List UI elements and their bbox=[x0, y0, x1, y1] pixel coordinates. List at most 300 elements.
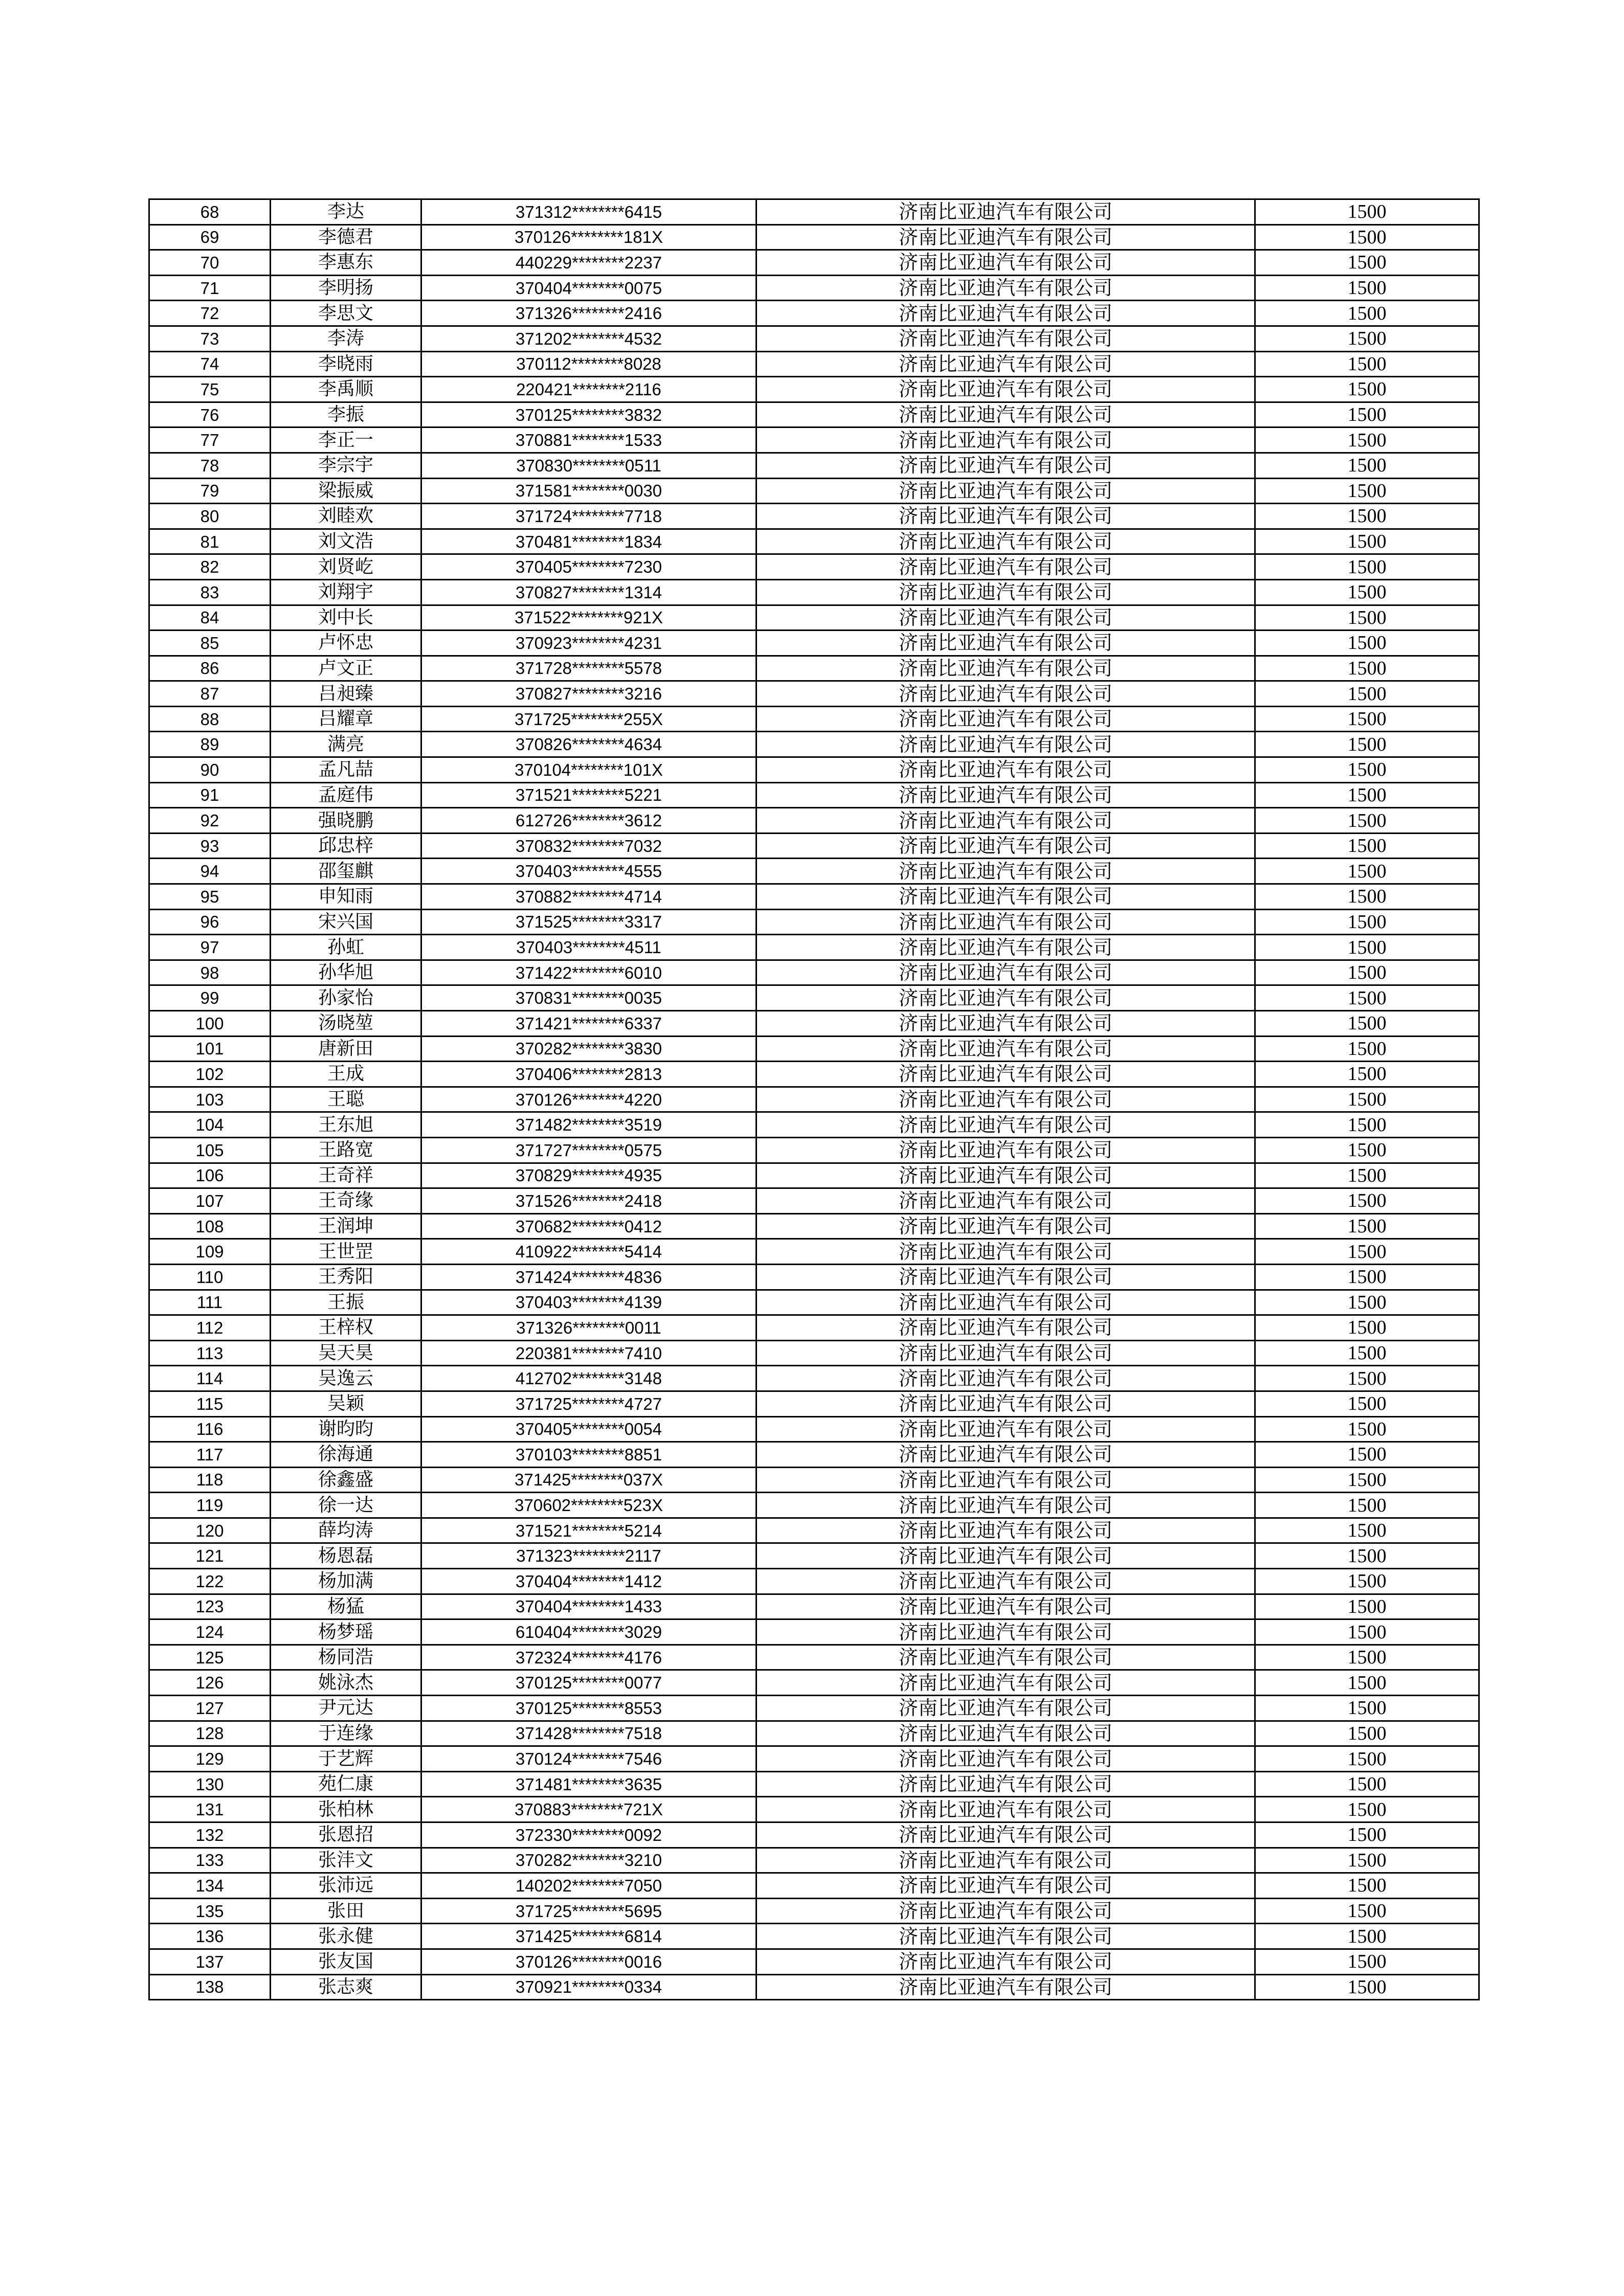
name-cell: 强晓鹏 bbox=[271, 808, 421, 834]
table-row bbox=[149, 504, 1479, 529]
table-row bbox=[149, 351, 1479, 377]
id-number-cell: 370829********4935 bbox=[421, 1163, 757, 1188]
row-number-cell: 123 bbox=[149, 1594, 271, 1619]
table-row bbox=[149, 1898, 1479, 1924]
amount-cell: 1500 bbox=[1255, 1493, 1479, 1518]
name-cell: 王奇祥 bbox=[271, 1163, 421, 1188]
amount-cell: 1500 bbox=[1255, 427, 1479, 453]
id-number-cell: 370832********7032 bbox=[421, 833, 757, 859]
table-row bbox=[149, 301, 1479, 326]
id-number-cell: 370282********3210 bbox=[421, 1848, 757, 1873]
table-row bbox=[149, 706, 1479, 732]
row-number-cell: 133 bbox=[149, 1848, 271, 1873]
company-cell: 济南比亚迪汽车有限公司 bbox=[757, 1848, 1255, 1873]
row-number-cell: 101 bbox=[149, 1036, 271, 1062]
id-number-cell: 370126********181X bbox=[421, 224, 757, 250]
row-number-cell: 124 bbox=[149, 1619, 271, 1645]
row-number-cell: 112 bbox=[149, 1315, 271, 1341]
amount-cell: 1500 bbox=[1255, 1848, 1479, 1873]
company-cell: 济南比亚迪汽车有限公司 bbox=[757, 1493, 1255, 1518]
company-cell: 济南比亚迪汽车有限公司 bbox=[757, 1898, 1255, 1924]
name-cell: 卢怀忠 bbox=[271, 631, 421, 656]
amount-cell: 1500 bbox=[1255, 1264, 1479, 1290]
amount-cell: 1500 bbox=[1255, 1062, 1479, 1087]
amount-cell: 1500 bbox=[1255, 326, 1479, 351]
row-number-cell: 82 bbox=[149, 554, 271, 580]
name-cell: 杨梦瑶 bbox=[271, 1619, 421, 1645]
company-cell: 济南比亚迪汽车有限公司 bbox=[757, 554, 1255, 580]
row-number-cell: 118 bbox=[149, 1467, 271, 1493]
amount-cell: 1500 bbox=[1255, 301, 1479, 326]
company-cell: 济南比亚迪汽车有限公司 bbox=[757, 1949, 1255, 1974]
id-number-cell: 370826********4634 bbox=[421, 732, 757, 757]
row-number-cell: 125 bbox=[149, 1645, 271, 1670]
row-number-cell: 137 bbox=[149, 1949, 271, 1974]
company-cell: 济南比亚迪汽车有限公司 bbox=[757, 909, 1255, 935]
company-cell: 济南比亚迪汽车有限公司 bbox=[757, 1315, 1255, 1341]
row-number-cell: 116 bbox=[149, 1416, 271, 1442]
row-number-cell: 131 bbox=[149, 1797, 271, 1822]
table-row bbox=[149, 1062, 1479, 1087]
name-cell: 李明扬 bbox=[271, 275, 421, 301]
name-cell: 王奇缘 bbox=[271, 1188, 421, 1214]
id-number-cell: 370406********2813 bbox=[421, 1062, 757, 1087]
amount-cell: 1500 bbox=[1255, 1137, 1479, 1163]
table-row bbox=[149, 1011, 1479, 1037]
company-cell: 济南比亚迪汽车有限公司 bbox=[757, 605, 1255, 631]
id-number-cell: 370682********0412 bbox=[421, 1213, 757, 1239]
amount-cell: 1500 bbox=[1255, 706, 1479, 732]
row-number-cell: 78 bbox=[149, 453, 271, 478]
company-cell: 济南比亚迪汽车有限公司 bbox=[757, 1721, 1255, 1746]
row-number-cell: 93 bbox=[149, 833, 271, 859]
name-cell: 邱忠梓 bbox=[271, 833, 421, 859]
table-row bbox=[149, 1264, 1479, 1290]
row-number-cell: 76 bbox=[149, 402, 271, 427]
table-row bbox=[149, 478, 1479, 504]
amount-cell: 1500 bbox=[1255, 1315, 1479, 1341]
amount-cell: 1500 bbox=[1255, 351, 1479, 377]
amount-cell: 1500 bbox=[1255, 1239, 1479, 1265]
name-cell: 孟庭伟 bbox=[271, 782, 421, 808]
row-number-cell: 68 bbox=[149, 199, 271, 225]
table-row bbox=[149, 656, 1479, 681]
id-number-cell: 370125********3832 bbox=[421, 402, 757, 427]
company-cell: 济南比亚迪汽车有限公司 bbox=[757, 1366, 1255, 1391]
table-row bbox=[149, 1721, 1479, 1746]
table-row bbox=[149, 782, 1479, 808]
amount-cell: 1500 bbox=[1255, 656, 1479, 681]
name-cell: 徐海通 bbox=[271, 1442, 421, 1468]
table-row bbox=[149, 1848, 1479, 1873]
company-cell: 济南比亚迪汽车有限公司 bbox=[757, 1264, 1255, 1290]
table-row bbox=[149, 935, 1479, 960]
name-cell: 吴颖 bbox=[271, 1391, 421, 1416]
name-cell: 王世罡 bbox=[271, 1239, 421, 1265]
id-number-cell: 370125********0077 bbox=[421, 1670, 757, 1696]
amount-cell: 1500 bbox=[1255, 1163, 1479, 1188]
table-row bbox=[149, 960, 1479, 985]
id-number-cell: 370112********8028 bbox=[421, 351, 757, 377]
row-number-cell: 71 bbox=[149, 275, 271, 301]
id-number-cell: 370921********0334 bbox=[421, 1974, 757, 2000]
row-number-cell: 100 bbox=[149, 1011, 271, 1037]
amount-cell: 1500 bbox=[1255, 1670, 1479, 1696]
id-number-cell: 370103********8851 bbox=[421, 1442, 757, 1468]
amount-cell: 1500 bbox=[1255, 732, 1479, 757]
table-row bbox=[149, 1290, 1479, 1315]
row-number-cell: 80 bbox=[149, 504, 271, 529]
amount-cell: 1500 bbox=[1255, 1569, 1479, 1594]
company-cell: 济南比亚迪汽车有限公司 bbox=[757, 250, 1255, 276]
id-number-cell: 371424********4836 bbox=[421, 1264, 757, 1290]
amount-cell: 1500 bbox=[1255, 1696, 1479, 1721]
name-cell: 徐鑫盛 bbox=[271, 1467, 421, 1493]
table-row bbox=[149, 224, 1479, 250]
company-cell: 济南比亚迪汽车有限公司 bbox=[757, 782, 1255, 808]
row-number-cell: 114 bbox=[149, 1366, 271, 1391]
name-cell: 刘贤屹 bbox=[271, 554, 421, 580]
row-number-cell: 122 bbox=[149, 1569, 271, 1594]
row-number-cell: 86 bbox=[149, 656, 271, 681]
name-cell: 王聪 bbox=[271, 1087, 421, 1112]
table-body bbox=[149, 199, 1479, 2000]
company-cell: 济南比亚迪汽车有限公司 bbox=[757, 1011, 1255, 1037]
id-number-cell: 220381********7410 bbox=[421, 1340, 757, 1366]
amount-cell: 1500 bbox=[1255, 782, 1479, 808]
row-number-cell: 102 bbox=[149, 1062, 271, 1087]
company-cell: 济南比亚迪汽车有限公司 bbox=[757, 656, 1255, 681]
id-number-cell: 371725********5695 bbox=[421, 1898, 757, 1924]
table-row bbox=[149, 732, 1479, 757]
company-cell: 济南比亚迪汽车有限公司 bbox=[757, 1340, 1255, 1366]
name-cell: 吴逸云 bbox=[271, 1366, 421, 1391]
table-row bbox=[149, 453, 1479, 478]
amount-cell: 1500 bbox=[1255, 808, 1479, 834]
amount-cell: 1500 bbox=[1255, 1721, 1479, 1746]
id-number-cell: 370881********1533 bbox=[421, 427, 757, 453]
amount-cell: 1500 bbox=[1255, 453, 1479, 478]
row-number-cell: 121 bbox=[149, 1543, 271, 1569]
row-number-cell: 81 bbox=[149, 529, 271, 554]
name-cell: 汤晓堃 bbox=[271, 1011, 421, 1037]
id-number-cell: 371725********255X bbox=[421, 706, 757, 732]
name-cell: 李振 bbox=[271, 402, 421, 427]
company-cell: 济南比亚迪汽车有限公司 bbox=[757, 1822, 1255, 1848]
id-number-cell: 370883********721X bbox=[421, 1797, 757, 1822]
id-number-cell: 371724********7718 bbox=[421, 504, 757, 529]
table-row bbox=[149, 1518, 1479, 1543]
row-number-cell: 106 bbox=[149, 1163, 271, 1188]
table-row bbox=[149, 859, 1479, 884]
table-row bbox=[149, 1696, 1479, 1721]
company-cell: 济南比亚迪汽车有限公司 bbox=[757, 732, 1255, 757]
id-number-cell: 370124********7546 bbox=[421, 1746, 757, 1772]
table-row bbox=[149, 1467, 1479, 1493]
name-cell: 张沣文 bbox=[271, 1848, 421, 1873]
name-cell: 卢文正 bbox=[271, 656, 421, 681]
amount-cell: 1500 bbox=[1255, 909, 1479, 935]
amount-cell: 1500 bbox=[1255, 529, 1479, 554]
id-number-cell: 370104********101X bbox=[421, 757, 757, 783]
amount-cell: 1500 bbox=[1255, 1467, 1479, 1493]
table-row bbox=[149, 402, 1479, 427]
amount-cell: 1500 bbox=[1255, 1087, 1479, 1112]
table-row bbox=[149, 631, 1479, 656]
company-cell: 济南比亚迪汽车有限公司 bbox=[757, 757, 1255, 783]
name-cell: 刘文浩 bbox=[271, 529, 421, 554]
company-cell: 济南比亚迪汽车有限公司 bbox=[757, 1239, 1255, 1265]
amount-cell: 1500 bbox=[1255, 1797, 1479, 1822]
name-cell: 孙家怡 bbox=[271, 985, 421, 1011]
id-number-cell: 371727********0575 bbox=[421, 1137, 757, 1163]
name-cell: 王振 bbox=[271, 1290, 421, 1315]
company-cell: 济南比亚迪汽车有限公司 bbox=[757, 985, 1255, 1011]
row-number-cell: 91 bbox=[149, 782, 271, 808]
id-number-cell: 370126********0016 bbox=[421, 1949, 757, 1974]
name-cell: 于连缘 bbox=[271, 1721, 421, 1746]
company-cell: 济南比亚迪汽车有限公司 bbox=[757, 833, 1255, 859]
id-number-cell: 370404********1433 bbox=[421, 1594, 757, 1619]
table-row bbox=[149, 1822, 1479, 1848]
table-row bbox=[149, 1163, 1479, 1188]
amount-cell: 1500 bbox=[1255, 250, 1479, 276]
id-number-cell: 372324********4176 bbox=[421, 1645, 757, 1670]
row-number-cell: 77 bbox=[149, 427, 271, 453]
company-cell: 济南比亚迪汽车有限公司 bbox=[757, 1594, 1255, 1619]
name-cell: 宋兴国 bbox=[271, 909, 421, 935]
table-row bbox=[149, 1366, 1479, 1391]
table-row bbox=[149, 326, 1479, 351]
company-cell: 济南比亚迪汽车有限公司 bbox=[757, 1797, 1255, 1822]
id-number-cell: 371482********3519 bbox=[421, 1112, 757, 1138]
name-cell: 邵玺麒 bbox=[271, 859, 421, 884]
row-number-cell: 128 bbox=[149, 1721, 271, 1746]
table-row bbox=[149, 1974, 1479, 2000]
table-row bbox=[149, 554, 1479, 580]
id-number-cell: 370827********1314 bbox=[421, 579, 757, 605]
table-row bbox=[149, 1087, 1479, 1112]
amount-cell: 1500 bbox=[1255, 1442, 1479, 1468]
id-number-cell: 371323********2117 bbox=[421, 1543, 757, 1569]
company-cell: 济南比亚迪汽车有限公司 bbox=[757, 224, 1255, 250]
id-number-cell: 371525********3317 bbox=[421, 909, 757, 935]
row-number-cell: 120 bbox=[149, 1518, 271, 1543]
row-number-cell: 72 bbox=[149, 301, 271, 326]
row-number-cell: 132 bbox=[149, 1822, 271, 1848]
table-row bbox=[149, 1340, 1479, 1366]
amount-cell: 1500 bbox=[1255, 631, 1479, 656]
company-cell: 济南比亚迪汽车有限公司 bbox=[757, 1746, 1255, 1772]
amount-cell: 1500 bbox=[1255, 681, 1479, 707]
id-number-cell: 371312********6415 bbox=[421, 199, 757, 225]
company-cell: 济南比亚迪汽车有限公司 bbox=[757, 808, 1255, 834]
name-cell: 杨恩磊 bbox=[271, 1543, 421, 1569]
table-row bbox=[149, 1112, 1479, 1138]
id-number-cell: 370125********8553 bbox=[421, 1696, 757, 1721]
id-number-cell: 370403********4511 bbox=[421, 935, 757, 960]
name-cell: 张田 bbox=[271, 1898, 421, 1924]
table-row bbox=[149, 1594, 1479, 1619]
name-cell: 孙虹 bbox=[271, 935, 421, 960]
name-cell: 姚泳杰 bbox=[271, 1670, 421, 1696]
name-cell: 刘翔宇 bbox=[271, 579, 421, 605]
table-row bbox=[149, 1036, 1479, 1062]
amount-cell: 1500 bbox=[1255, 1822, 1479, 1848]
name-cell: 唐新田 bbox=[271, 1036, 421, 1062]
name-cell: 王秀阳 bbox=[271, 1264, 421, 1290]
row-number-cell: 130 bbox=[149, 1771, 271, 1797]
id-number-cell: 440229********2237 bbox=[421, 250, 757, 276]
company-cell: 济南比亚迪汽车有限公司 bbox=[757, 1771, 1255, 1797]
row-number-cell: 69 bbox=[149, 224, 271, 250]
row-number-cell: 119 bbox=[149, 1493, 271, 1518]
row-number-cell: 89 bbox=[149, 732, 271, 757]
amount-cell: 1500 bbox=[1255, 1011, 1479, 1037]
row-number-cell: 104 bbox=[149, 1112, 271, 1138]
table-row bbox=[149, 1949, 1479, 1974]
company-cell: 济南比亚迪汽车有限公司 bbox=[757, 935, 1255, 960]
name-cell: 梁振威 bbox=[271, 478, 421, 504]
id-number-cell: 371421********6337 bbox=[421, 1011, 757, 1037]
table-row bbox=[149, 1619, 1479, 1645]
id-number-cell: 370602********523X bbox=[421, 1493, 757, 1518]
id-number-cell: 612726********3612 bbox=[421, 808, 757, 834]
company-cell: 济南比亚迪汽车有限公司 bbox=[757, 631, 1255, 656]
table-row bbox=[149, 757, 1479, 783]
company-cell: 济南比亚迪汽车有限公司 bbox=[757, 1873, 1255, 1899]
id-number-cell: 370403********4555 bbox=[421, 859, 757, 884]
company-cell: 济南比亚迪汽车有限公司 bbox=[757, 275, 1255, 301]
company-cell: 济南比亚迪汽车有限公司 bbox=[757, 1924, 1255, 1949]
row-number-cell: 87 bbox=[149, 681, 271, 707]
amount-cell: 1500 bbox=[1255, 935, 1479, 960]
row-number-cell: 88 bbox=[149, 706, 271, 732]
id-number-cell: 370126********4220 bbox=[421, 1087, 757, 1112]
table-row bbox=[149, 377, 1479, 402]
amount-cell: 1500 bbox=[1255, 504, 1479, 529]
company-cell: 济南比亚迪汽车有限公司 bbox=[757, 1188, 1255, 1214]
company-cell: 济南比亚迪汽车有限公司 bbox=[757, 1619, 1255, 1645]
company-cell: 济南比亚迪汽车有限公司 bbox=[757, 504, 1255, 529]
table-row bbox=[149, 605, 1479, 631]
table-row bbox=[149, 1239, 1479, 1265]
company-cell: 济南比亚迪汽车有限公司 bbox=[757, 1416, 1255, 1442]
name-cell: 李惠东 bbox=[271, 250, 421, 276]
amount-cell: 1500 bbox=[1255, 1188, 1479, 1214]
row-number-cell: 98 bbox=[149, 960, 271, 985]
row-number-cell: 103 bbox=[149, 1087, 271, 1112]
id-number-cell: 371428********7518 bbox=[421, 1721, 757, 1746]
table-row bbox=[149, 1213, 1479, 1239]
table-row bbox=[149, 1645, 1479, 1670]
row-number-cell: 105 bbox=[149, 1137, 271, 1163]
amount-cell: 1500 bbox=[1255, 1619, 1479, 1645]
table-row bbox=[149, 275, 1479, 301]
name-cell: 张沛远 bbox=[271, 1873, 421, 1899]
amount-cell: 1500 bbox=[1255, 884, 1479, 910]
company-cell: 济南比亚迪汽车有限公司 bbox=[757, 1036, 1255, 1062]
company-cell: 济南比亚迪汽车有限公司 bbox=[757, 199, 1255, 225]
id-number-cell: 370405********7230 bbox=[421, 554, 757, 580]
company-cell: 济南比亚迪汽车有限公司 bbox=[757, 1518, 1255, 1543]
name-cell: 徐一达 bbox=[271, 1493, 421, 1518]
amount-cell: 1500 bbox=[1255, 1543, 1479, 1569]
row-number-cell: 70 bbox=[149, 250, 271, 276]
name-cell: 张柏林 bbox=[271, 1797, 421, 1822]
company-cell: 济南比亚迪汽车有限公司 bbox=[757, 1062, 1255, 1087]
company-cell: 济南比亚迪汽车有限公司 bbox=[757, 377, 1255, 402]
company-cell: 济南比亚迪汽车有限公司 bbox=[757, 478, 1255, 504]
name-cell: 薛均涛 bbox=[271, 1518, 421, 1543]
row-number-cell: 94 bbox=[149, 859, 271, 884]
name-cell: 李思文 bbox=[271, 301, 421, 326]
row-number-cell: 92 bbox=[149, 808, 271, 834]
id-number-cell: 371521********5214 bbox=[421, 1518, 757, 1543]
name-cell: 刘睦欢 bbox=[271, 504, 421, 529]
id-number-cell: 371522********921X bbox=[421, 605, 757, 631]
id-number-cell: 372330********0092 bbox=[421, 1822, 757, 1848]
amount-cell: 1500 bbox=[1255, 1518, 1479, 1543]
table-row bbox=[149, 909, 1479, 935]
company-cell: 济南比亚迪汽车有限公司 bbox=[757, 1087, 1255, 1112]
table-row bbox=[149, 1391, 1479, 1416]
id-number-cell: 140202********7050 bbox=[421, 1873, 757, 1899]
id-number-cell: 370830********0511 bbox=[421, 453, 757, 478]
name-cell: 于艺辉 bbox=[271, 1746, 421, 1772]
name-cell: 苑仁康 bbox=[271, 1771, 421, 1797]
id-number-cell: 370282********3830 bbox=[421, 1036, 757, 1062]
amount-cell: 1500 bbox=[1255, 1366, 1479, 1391]
id-number-cell: 371481********3635 bbox=[421, 1771, 757, 1797]
name-cell: 李正一 bbox=[271, 427, 421, 453]
amount-cell: 1500 bbox=[1255, 402, 1479, 427]
company-cell: 济南比亚迪汽车有限公司 bbox=[757, 1543, 1255, 1569]
id-number-cell: 370404********1412 bbox=[421, 1569, 757, 1594]
company-cell: 济南比亚迪汽车有限公司 bbox=[757, 960, 1255, 985]
amount-cell: 1500 bbox=[1255, 1416, 1479, 1442]
row-number-cell: 109 bbox=[149, 1239, 271, 1265]
name-cell: 吕耀章 bbox=[271, 706, 421, 732]
table-row bbox=[149, 681, 1479, 707]
name-cell: 孙华旭 bbox=[271, 960, 421, 985]
id-number-cell: 412702********3148 bbox=[421, 1366, 757, 1391]
company-cell: 济南比亚迪汽车有限公司 bbox=[757, 859, 1255, 884]
name-cell: 孟凡喆 bbox=[271, 757, 421, 783]
table-row bbox=[149, 808, 1479, 834]
amount-cell: 1500 bbox=[1255, 1391, 1479, 1416]
table-row bbox=[149, 1746, 1479, 1772]
company-cell: 济南比亚迪汽车有限公司 bbox=[757, 1467, 1255, 1493]
row-number-cell: 111 bbox=[149, 1290, 271, 1315]
id-number-cell: 370827********3216 bbox=[421, 681, 757, 707]
name-cell: 李达 bbox=[271, 199, 421, 225]
table-row bbox=[149, 1797, 1479, 1822]
id-number-cell: 371728********5578 bbox=[421, 656, 757, 681]
name-cell: 李德君 bbox=[271, 224, 421, 250]
id-number-cell: 371425********037X bbox=[421, 1467, 757, 1493]
name-cell: 杨猛 bbox=[271, 1594, 421, 1619]
row-number-cell: 108 bbox=[149, 1213, 271, 1239]
amount-cell: 1500 bbox=[1255, 1873, 1479, 1899]
company-cell: 济南比亚迪汽车有限公司 bbox=[757, 1213, 1255, 1239]
amount-cell: 1500 bbox=[1255, 1771, 1479, 1797]
id-number-cell: 370403********4139 bbox=[421, 1290, 757, 1315]
amount-cell: 1500 bbox=[1255, 275, 1479, 301]
table-row bbox=[149, 833, 1479, 859]
row-number-cell: 129 bbox=[149, 1746, 271, 1772]
company-cell: 济南比亚迪汽车有限公司 bbox=[757, 402, 1255, 427]
